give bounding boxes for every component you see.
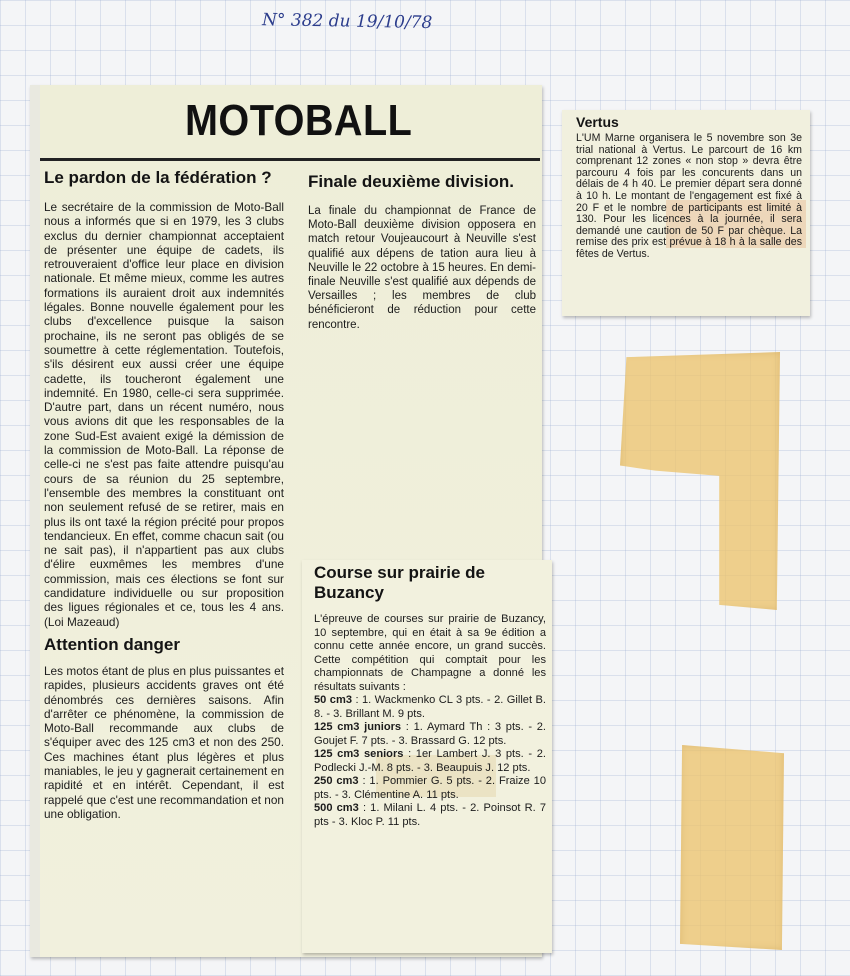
adhesive-tape-lower (680, 745, 784, 950)
course-headline: Course sur prairie de Buzancy (314, 563, 486, 602)
masthead-title: MOTOBALL (185, 96, 413, 145)
result-250cc: 250 cm3 : 1. Pommier G. 5 pts. - 2. Fraize 10 pts. - 3. Clémentine A. 11 pts. (314, 775, 546, 801)
result-500cc: 500 cm3 : 1. Milani L. 4 pts. - 2. Poinsot R. 7 pts - 3. Kloc P. 11 pts. (314, 802, 547, 828)
vertus-headline: Vertus (576, 114, 619, 130)
finale-headline: Finale deuxième division. (308, 172, 514, 191)
left-column (44, 168, 284, 954)
masthead-rule (40, 158, 540, 161)
vertus-body: L'UM Marne organisera le 5 novembre son 3e trial national à Vertus. Le parcourt de 16 km comprenant 12 zones « non stop » devra être parcouru 4 fois par les concurents dans un délais de 4 h 40. Le premier départ sera donné à 10 h. Le montant de l'engagement est fixé à 20 F et le nombre de participants est limité à 130. Pour les licences à la journée, il sera demandé une caution de 50 F par chèque. La remise des prix est prévue à 18 h à la salle des fêtes de Vertus. (576, 132, 802, 260)
pardon-headline: Le pardon de la fédération ? (44, 168, 272, 187)
vertus-article (576, 114, 802, 314)
attention-body: Les motos étant de plus en plus puissantes et rapides, plusieurs accidents graves ont été dénombrés ces dernières saisons. Afin d'arrêter ce phénomène, la commission de Moto-Ball recommande aux clubs de s'équiper avec des 125 cm3 et non des 250. Ces machines étant plus légères et plus maniables, le jeu y gagnerait certainement en rapidité et en intérêt. Cependant, il est rappelé que c'est une recommandation et non une obligation. (44, 663, 284, 821)
handwritten-issue-note: N° 382 du 19/10/78 (261, 10, 433, 34)
adhesive-tape-upper (620, 352, 780, 610)
result-125cc-juniors: 125 cm3 juniors : 1. Aymard Th : 3 pts. - 2. Goujet F. 7 pts. - 3. Brassard G. 12 pts. (314, 721, 547, 747)
result-125cc-seniors: 125 cm3 seniors : 1er Lambert J. 3 pts. - 2. Podlecki J.-M. 8 pts. - 3. Beaupuis J. 12 pts. (314, 748, 546, 774)
course-article (314, 563, 546, 953)
clipping-edge (30, 85, 40, 957)
finale-article (308, 172, 536, 372)
result-50cc: 50 cm3 : 1. Wackmenko CL 3 pts. - 2. Gillet B. 8. - 3. Brillant M. 9 pts. (314, 694, 546, 720)
course-intro: L'épreuve de courses sur prairie de Buzancy, 10 septembre, qui en était à sa 9e édition a connu cette année encore, un grand succès. Cette compétition qui comptait pour les championnats de Champagne a donné les résultats suivants : (314, 613, 546, 693)
attention-headline: Attention danger (44, 634, 180, 654)
finale-body: La finale du championnat de France de Moto-Ball deuxième division opposera en match retour Voujeaucourt à Neuville s'est qualifié aux dépens de tation aura lieu à Neuville le 22 octobre à 15 heures. En demi-finale Neuville s'est qualifié aux dépends de Versailles ; les membres de club bénéficieront de réduction pour cette rencontre. (308, 205, 536, 331)
pardon-body: Le secrétaire de la commission de Moto-Ball nous a informés que si en 1979, les 3 clubs exclus du dernier championnat acceptaient de présenter une équipe de cadets, ils retrouveraient d'office leur place en division nationale. Et même mieux, comme les autres formations ils auraient droit aux indemnités légales. Bonne nouvelle également pour les clubs d'excellence puisque la saison prochaine, ils ne seront pas obligés de se soumettre à cette réglementation. Toutefois, s'ils désirent eux aussi créer une équipe cadette, ils toucheront également une indemnité. En 1980, celle-ci sera supprimée. D'autre part, dans un récent numéro, nous vous avions dit que les responsables de la zone Sud-Est avaient exigé la démission de la commission de Moto-Ball. La réponse de celle-ci ne s'est pas faite attendre puisqu'au cours de sa réunion du 25 septembre, l'ensemble des membres la constituant ont non seulement refusé de se retirer, mais en plus ils ont taxé la région précité pour propos tendancieux. En effet, comme chacun sait (ou ne sait pas), il n'appartient pas aux clubs d'élire euxmêmes les membres d'une commission, mais ces élections se font sur candidature individuelle ou sur proposition des ligues régionales et ce, tous les 4 ans. (Loi Mazeaud) (44, 200, 284, 629)
